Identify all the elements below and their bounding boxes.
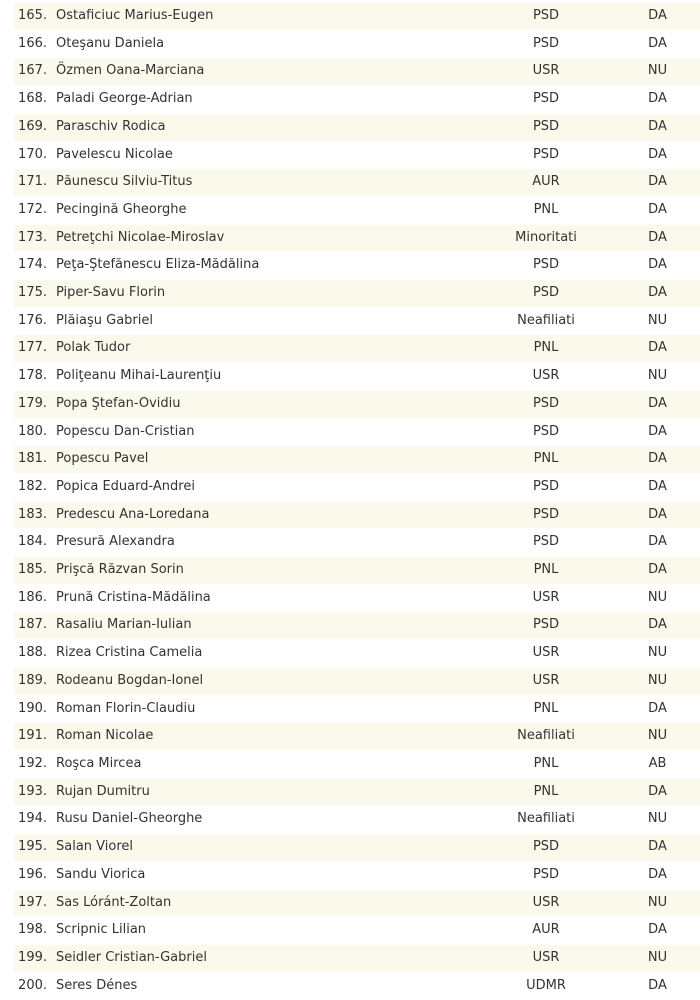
party-name: PSD [486, 529, 606, 557]
table-row [14, 169, 700, 197]
row-number: 175. [14, 280, 56, 308]
table-row [14, 557, 700, 585]
deputy-name: Scripnic Lilian [56, 917, 486, 945]
deputy-name: Pecingină Gheorghe [56, 196, 486, 224]
deputy-name: Poliţeanu Mihai-Laurenţiu [56, 363, 486, 391]
vote-value: DA [606, 834, 700, 862]
row-number: 185. [14, 557, 56, 585]
party-name: PNL [486, 695, 606, 723]
deputy-name: Sas Lóránt-Zoltan [56, 889, 486, 917]
party-name: USR [486, 944, 606, 972]
table-row [14, 86, 700, 114]
vote-value: NU [606, 667, 700, 695]
party-name: USR [486, 667, 606, 695]
table-row [14, 695, 700, 723]
party-name: Neafiliati [486, 723, 606, 751]
deputy-name: Popica Eduard-Andrei [56, 473, 486, 501]
row-number: 184. [14, 529, 56, 557]
party-name: PSD [486, 30, 606, 58]
deputy-name: Popescu Pavel [56, 446, 486, 474]
party-name: PNL [486, 335, 606, 363]
row-number: 194. [14, 806, 56, 834]
vote-value: DA [606, 861, 700, 889]
row-number: 196. [14, 861, 56, 889]
party-name: PSD [486, 141, 606, 169]
deputy-name: Seres Dénes [56, 972, 486, 1000]
deputy-name: Popescu Dan-Cristian [56, 418, 486, 446]
party-name: PNL [486, 750, 606, 778]
row-number: 181. [14, 446, 56, 474]
row-number: 171. [14, 169, 56, 197]
table-row [14, 418, 700, 446]
deputy-name: Păunescu Silviu-Titus [56, 169, 486, 197]
party-name: AUR [486, 917, 606, 945]
deputy-name: Salan Viorel [56, 834, 486, 862]
row-number: 198. [14, 917, 56, 945]
row-number: 174. [14, 252, 56, 280]
vote-value: DA [606, 196, 700, 224]
row-number: 176. [14, 307, 56, 335]
party-name: USR [486, 640, 606, 668]
vote-value: DA [606, 224, 700, 252]
vote-value: DA [606, 113, 700, 141]
vote-value: DA [606, 695, 700, 723]
table-row [14, 141, 700, 169]
table-row [14, 58, 700, 86]
row-number: 177. [14, 335, 56, 363]
deputy-name: Özmen Oana-Marciana [56, 58, 486, 86]
party-name: PSD [486, 861, 606, 889]
table-row [14, 307, 700, 335]
deputy-name: Ostaficiuc Marius-Eugen [56, 3, 486, 30]
party-name: AUR [486, 169, 606, 197]
deputy-name: Rizea Cristina Camelia [56, 640, 486, 668]
row-number: 180. [14, 418, 56, 446]
row-number: 169. [14, 113, 56, 141]
party-name: USR [486, 889, 606, 917]
vote-value: NU [606, 806, 700, 834]
row-number: 170. [14, 141, 56, 169]
row-number: 195. [14, 834, 56, 862]
deputy-name: Polak Tudor [56, 335, 486, 363]
party-name: PNL [486, 196, 606, 224]
vote-value: DA [606, 473, 700, 501]
party-name: PSD [486, 612, 606, 640]
vote-value: DA [606, 30, 700, 58]
row-number: 193. [14, 778, 56, 806]
party-name: PNL [486, 557, 606, 585]
table-row [14, 3, 700, 30]
deputy-name: Presură Alexandra [56, 529, 486, 557]
table-row [14, 390, 700, 418]
row-number: 165. [14, 3, 56, 30]
vote-value: NU [606, 889, 700, 917]
row-number: 179. [14, 390, 56, 418]
vote-value: DA [606, 86, 700, 114]
table-row [14, 30, 700, 58]
vote-value: NU [606, 584, 700, 612]
deputy-name: Oteşanu Daniela [56, 30, 486, 58]
deputy-name: Popa Ştefan-Ovidiu [56, 390, 486, 418]
row-number: 191. [14, 723, 56, 751]
table-row [14, 834, 700, 862]
deputy-name: Prişcă Răzvan Sorin [56, 557, 486, 585]
party-name: PSD [486, 418, 606, 446]
deputy-name: Piper-Savu Florin [56, 280, 486, 308]
vote-value: NU [606, 363, 700, 391]
vote-value: NU [606, 723, 700, 751]
party-name: PSD [486, 390, 606, 418]
row-number: 183. [14, 501, 56, 529]
party-name: USR [486, 58, 606, 86]
vote-value: DA [606, 252, 700, 280]
table-row [14, 363, 700, 391]
table-row [14, 446, 700, 474]
party-name: UDMR [486, 972, 606, 1000]
deputy-name: Petreţchi Nicolae-Miroslav [56, 224, 486, 252]
deputy-name: Plăiaşu Gabriel [56, 307, 486, 335]
row-number: 173. [14, 224, 56, 252]
deputy-name: Pavelescu Nicolae [56, 141, 486, 169]
table-row [14, 113, 700, 141]
deputy-name: Rusu Daniel-Gheorghe [56, 806, 486, 834]
party-name: PSD [486, 86, 606, 114]
party-name: PSD [486, 473, 606, 501]
row-number: 166. [14, 30, 56, 58]
vote-value: DA [606, 972, 700, 1000]
deputy-name: Roman Nicolae [56, 723, 486, 751]
vote-value: NU [606, 58, 700, 86]
table-row [14, 723, 700, 751]
party-name: USR [486, 363, 606, 391]
row-number: 168. [14, 86, 56, 114]
table-row [14, 889, 700, 917]
vote-value: NU [606, 640, 700, 668]
table-row [14, 224, 700, 252]
table-row [14, 806, 700, 834]
vote-value: AB [606, 750, 700, 778]
vote-value: DA [606, 3, 700, 30]
row-number: 172. [14, 196, 56, 224]
table-row [14, 778, 700, 806]
table-row [14, 252, 700, 280]
row-number: 178. [14, 363, 56, 391]
party-name: PSD [486, 113, 606, 141]
deputy-name: Paraschiv Rodica [56, 113, 486, 141]
vote-value: DA [606, 446, 700, 474]
party-name: PSD [486, 252, 606, 280]
party-name: PNL [486, 446, 606, 474]
vote-value: DA [606, 501, 700, 529]
row-number: 188. [14, 640, 56, 668]
row-number: 199. [14, 944, 56, 972]
table-row [14, 196, 700, 224]
row-number: 189. [14, 667, 56, 695]
vote-value: DA [606, 280, 700, 308]
party-name: USR [486, 584, 606, 612]
vote-value: DA [606, 169, 700, 197]
vote-value: DA [606, 390, 700, 418]
table-row [14, 944, 700, 972]
vote-value: NU [606, 944, 700, 972]
deputy-name: Seidler Cristian-Gabriel [56, 944, 486, 972]
table-row [14, 529, 700, 557]
party-name: PSD [486, 3, 606, 30]
party-name: Neafiliati [486, 806, 606, 834]
deputy-name: Peţa-Ştefănescu Eliza-Mădălina [56, 252, 486, 280]
table-row [14, 667, 700, 695]
table-row [14, 640, 700, 668]
vote-value: DA [606, 778, 700, 806]
row-number: 200. [14, 972, 56, 1000]
table-row [14, 861, 700, 889]
table-row [14, 917, 700, 945]
row-number: 197. [14, 889, 56, 917]
vote-value: DA [606, 335, 700, 363]
vote-value: NU [606, 307, 700, 335]
table-row [14, 750, 700, 778]
deputy-name: Paladi George-Adrian [56, 86, 486, 114]
vote-value: DA [606, 917, 700, 945]
row-number: 187. [14, 612, 56, 640]
row-number: 190. [14, 695, 56, 723]
party-name: Neafiliati [486, 307, 606, 335]
table-row [14, 612, 700, 640]
vote-results-table [14, 3, 700, 1000]
table-row [14, 972, 700, 1000]
party-name: PSD [486, 280, 606, 308]
deputy-name: Prună Cristina-Mădălina [56, 584, 486, 612]
row-number: 186. [14, 584, 56, 612]
deputy-name: Rodeanu Bogdan-Ionel [56, 667, 486, 695]
party-name: Minoritati [486, 224, 606, 252]
vote-value: DA [606, 141, 700, 169]
row-number: 192. [14, 750, 56, 778]
vote-value: DA [606, 557, 700, 585]
party-name: PNL [486, 778, 606, 806]
deputy-name: Rujan Dumitru [56, 778, 486, 806]
row-number: 167. [14, 58, 56, 86]
deputy-name: Roşca Mircea [56, 750, 486, 778]
table-row [14, 501, 700, 529]
party-name: PSD [486, 501, 606, 529]
table-row [14, 473, 700, 501]
vote-value: DA [606, 418, 700, 446]
table-row [14, 335, 700, 363]
vote-rows [14, 3, 700, 1000]
deputy-name: Rasaliu Marian-Iulian [56, 612, 486, 640]
deputy-name: Predescu Ana-Loredana [56, 501, 486, 529]
deputy-name: Roman Florin-Claudiu [56, 695, 486, 723]
vote-value: DA [606, 529, 700, 557]
table-row [14, 280, 700, 308]
table-row [14, 584, 700, 612]
party-name: PSD [486, 834, 606, 862]
row-number: 182. [14, 473, 56, 501]
vote-value: DA [606, 612, 700, 640]
deputy-name: Sandu Viorica [56, 861, 486, 889]
